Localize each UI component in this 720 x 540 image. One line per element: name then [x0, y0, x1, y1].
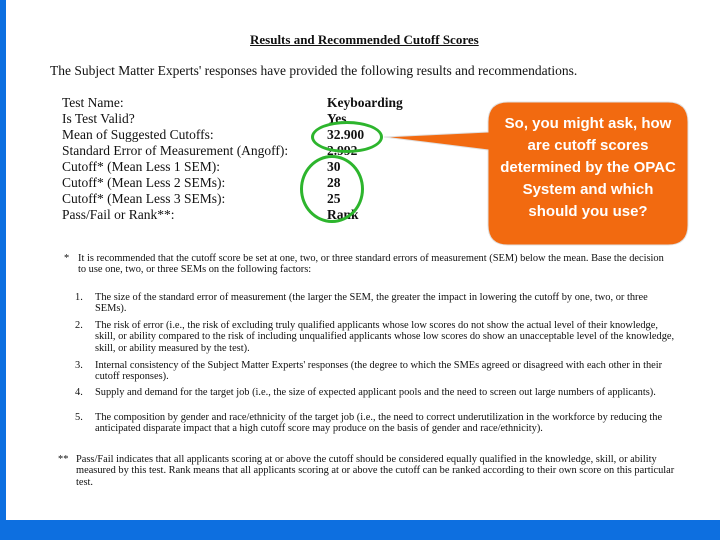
factor-number: 4. — [75, 387, 83, 398]
page-title: Results and Recommended Cutoff Scores — [250, 32, 479, 47]
result-value-cutoff-1sem: 30 — [327, 159, 341, 174]
factor-text: Internal consistency of the Subject Matter Experts' responses (the degree to which the SMEs agreed or disagreed with each other in their cutoff responses). — [95, 360, 663, 383]
result-label-sem: Standard Error of Measurement (Angoff): — [62, 143, 289, 158]
result-label-cutoff-3sem: Cutoff* (Mean Less 3 SEMs): — [62, 191, 226, 206]
footnote-marker: * — [64, 253, 70, 264]
result-value-cutoff-2sem: 28 — [327, 175, 341, 190]
factor-number: 1. — [75, 292, 83, 303]
callout-text: So, you might ask, how are cutoff scores determined by the OPAC System and which should you use? — [500, 115, 676, 220]
intro-text: The Subject Matter Experts' responses have provided the following results and recommendations. — [50, 63, 578, 78]
footnote-marker: ** — [58, 454, 69, 465]
result-label-pass-fail: Pass/Fail or Rank**: — [62, 207, 175, 222]
factor-text: The composition by gender and race/ethnicity of the target job (i.e., the need to correct underutilization in the workforce by reducing the anticipated disparate impact that a high cutoff score may produce on the basis of gender and race/ethnicity). — [95, 412, 663, 435]
factor-number: 5. — [75, 412, 83, 423]
factor-number: 3. — [75, 360, 83, 371]
result-value-valid: Yes — [327, 111, 347, 126]
result-label-valid: Is Test Valid? — [62, 111, 135, 126]
factor-text: Supply and demand for the target job (i.e., the size of expected applicant pools and the need to screen out large numbers of applicants). — [95, 387, 656, 398]
factor-number: 2. — [75, 320, 83, 331]
result-value-mean: 32.900 — [327, 127, 365, 142]
factor-text: The risk of error (i.e., the risk of excluding truly qualified applicants whose low scores do not show the actual level of their knowledge, skill, or ability compared to the risk of including unqualified applicants whose low scores do show an unacceptable level of the knowledge, skill, or ability measured by the test). — [95, 320, 675, 354]
result-label-cutoff-1sem: Cutoff* (Mean Less 1 SEM): — [62, 159, 220, 174]
factor-text: The size of the standard error of measurement (the larger the SEM, the greater the impact in lowering the cutoff by one, two, or three SEMs). — [95, 292, 648, 315]
result-label-mean: Mean of Suggested Cutoffs: — [62, 127, 214, 142]
result-label-test-name: Test Name: — [62, 95, 124, 110]
result-label-cutoff-2sem: Cutoff* (Mean Less 2 SEMs): — [62, 175, 226, 190]
footnote-text: It is recommended that the cutoff score be set at one, two, or three standard errors of measurement (SEM) below the mean. Base the decision to use one, two, or three SEMs on the following factors: — [78, 253, 664, 276]
result-value-cutoff-3sem: 25 — [327, 191, 341, 206]
footnote-text: Pass/Fail indicates that all applicants scoring at or above the cutoff should be considered equally qualified in the knowledge, skill, or ability measured by this test. Rank means that all applicants scoring at or above the cutoff can be ranked according to their own score on this particular test. — [76, 454, 675, 488]
result-value-sem: 2.992 — [327, 143, 358, 158]
result-value-test-name: Keyboarding — [327, 95, 403, 110]
result-value-pass-fail: Rank — [327, 207, 359, 222]
